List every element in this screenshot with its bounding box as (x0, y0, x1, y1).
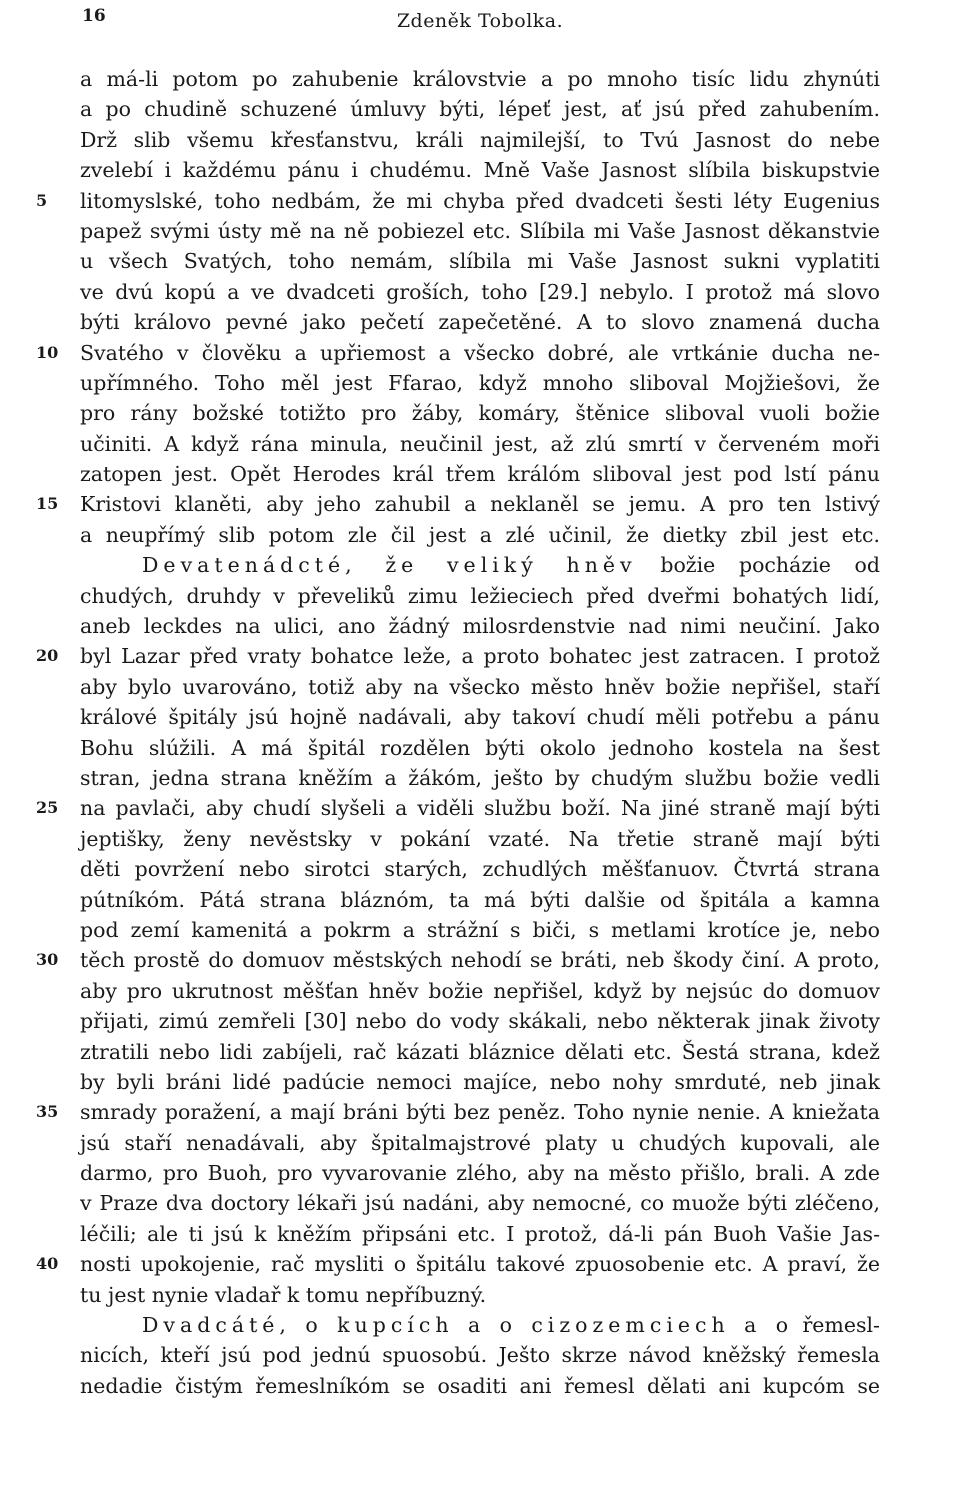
line-text: děti povržení nebo sirotci starých, zchudlých měšťanuov. Čtvrtá strana (80, 857, 880, 882)
text-line (80, 672, 880, 702)
text-line (80, 611, 880, 641)
text-line (80, 1067, 880, 1097)
line-text: Bohu slúžili. A má špitál rozdělen býti okolo jednoho kostela na šest (80, 735, 880, 760)
line-text: v Praze dva doctory lékaři jsú nadáni, aby nemocné, co muože býti zléčeno, (80, 1191, 880, 1216)
line-number: 25 (36, 798, 59, 818)
line-text: by byli bráni lidé padúcie nemoci majíce, nebo nohy smrduté, neb jinak (80, 1069, 880, 1094)
text-line (80, 763, 880, 793)
text-line (80, 550, 880, 580)
line-text: aneb leckdes na ulici, ano žádný milosrdenstvie nad nimi neučiní. Jako (80, 614, 880, 639)
line-text: na pavlači, aby chudí slyšeli a viděli službu boží. Na jiné straně mají býti (80, 796, 880, 821)
running-head: Zdeněk Tobolka. (396, 10, 564, 32)
text-line (80, 1280, 880, 1310)
text-line (80, 64, 880, 94)
line-text: zvelebí i každému pánu i chudému. Mně Vaše Jasnost slíbila biskupstvie (80, 158, 880, 183)
line-text: býti královo pevné jako pečetí zapečetěné. A to slovo znamená ducha (80, 310, 880, 335)
text-line (80, 1158, 880, 1188)
text-line (80, 520, 880, 550)
line-text: pútníkóm. Pátá strana bláznóm, ta má býti dalšie od špitála a kamna (80, 887, 880, 912)
line-text: aby pro ukrutnost měšťan hněv božie nepřišel, když by nejsúc do domuov (80, 978, 880, 1003)
line-number: 10 (36, 342, 59, 362)
text-line (36, 338, 880, 368)
line-text: nicích, kteří jsú pod jednú spuosobú. Ješto skrze návod kněžský řemesla (80, 1343, 880, 1368)
spaced-heading: Devatenádcté, že veliký hněv (142, 553, 637, 578)
text-line (80, 1006, 880, 1036)
text-line (36, 945, 880, 975)
text-line (80, 1371, 880, 1401)
text-line (80, 277, 880, 307)
line-text: upřímného. Toho měl jest Ffarao, když mnoho sliboval Mojžiešovi, že (80, 370, 880, 395)
line-text: jeptišky, ženy nevěstsky v pokání vzaté. Na třetie straně mají býti (80, 826, 880, 851)
line-text: darmo, pro Buoh, pro vyvarovanie zlého, aby na město přišlo, brali. A zde (80, 1161, 880, 1186)
line-number: 35 (36, 1102, 59, 1122)
line-text: léčili; ale ti jsú k kněžím připsáni etc. I protož, dá-li pán Buoh Vašie Jas- (80, 1221, 880, 1246)
line-text: a neupřímý slib potom zle čil jest a zlé učinil, že dietky zbil jest etc. (80, 522, 880, 547)
page-number: 16 (82, 6, 106, 26)
line-text: jsú staří nenadávali, aby špitalmajstrové platy u chudých kupovali, ale (80, 1130, 880, 1155)
line-text: litomyslské, toho nedbám, že mi chyba před dvadceti šesti léty Eugenius (80, 188, 880, 213)
line-text: pod zemí kamenitá a pokrm a strážní s biči, s metlami krotíce je, nebo (80, 917, 880, 942)
line-text: smrady poražení, a mají bráni býti bez peněz. Toho nynie nenie. A kniežata (80, 1100, 880, 1125)
text-line (36, 489, 880, 519)
text-line (80, 733, 880, 763)
text-line (36, 186, 880, 216)
text-line (80, 1340, 880, 1370)
line-number: 5 (36, 190, 48, 210)
line-number: 20 (36, 646, 59, 666)
text-line (80, 307, 880, 337)
line-number: 15 (36, 494, 59, 514)
line-text: papež svými ústy mě na ně pobiezel etc. Slíbila mi Vaše Jasnost děkanstvie (80, 218, 880, 243)
line-text: přijati, zimú zemřeli [30] nebo do vody skákali, nebo některak jinak životy (80, 1009, 880, 1034)
text-line (80, 1188, 880, 1218)
text-line (80, 976, 880, 1006)
text-line (36, 641, 880, 671)
line-text: Kristovi klaněti, aby jeho zahubil a neklaněl se jemu. A pro ten lstivý (80, 492, 880, 517)
text-line (80, 216, 880, 246)
line-text: učiniti. A když rána minula, neučinil jest, až zlú smrtí v červeném moři (80, 431, 880, 456)
spaced-heading: Dvadcáté, o kupcích a o cizozemciech a o (142, 1313, 794, 1338)
text-line (80, 94, 880, 124)
line-text: byl Lazar před vraty bohatce leže, a proto bohatec jest zatracen. I protož (80, 644, 880, 669)
line-text: a po chudině schuzené úmluvy býti, lépeť jest, ať jsú před zahubením. (80, 97, 880, 122)
line-text: řemesl- (793, 1313, 880, 1338)
line-text: nosti upokojenie, rač mysliti o špitálu takové zpuosobenie etc. A praví, že (80, 1252, 880, 1277)
line-text: a má-li potom po zahubenie královstvie a po mnoho tisíc lidu zhynúti (80, 67, 880, 91)
text-line (36, 1249, 880, 1279)
text-line (80, 246, 880, 276)
line-text: nedadie čistým řemeslníkóm se osaditi ani řemesl dělati ani kupcóm se (80, 1373, 880, 1398)
text-line (80, 368, 880, 398)
line-text: Drž slib všemu křesťanstvu, králi najmilejší, to Tvú Jasnost do nebe (80, 127, 880, 152)
text-line (36, 1097, 880, 1127)
text-line (80, 854, 880, 884)
text-line (36, 793, 880, 823)
text-line (80, 915, 880, 945)
text-line (80, 1128, 880, 1158)
text-line (80, 1310, 880, 1340)
text-line (80, 1037, 880, 1067)
body-text (36, 64, 880, 1401)
line-number: 40 (36, 1254, 59, 1274)
text-line (80, 155, 880, 185)
line-text: Svatého v člověku a upřiemost a všecko dobré, ale vrtkánie ducha ne- (80, 340, 880, 365)
line-text: tu jest nynie vladař k tomu nepříbuzný. (80, 1282, 487, 1307)
line-text: stran, jedna strana kněžím a žákóm, ješto by chudým službu božie vedli (80, 765, 880, 790)
text-line (80, 702, 880, 732)
line-text: aby bylo uvarováno, totiž aby na všecko město hněv božie nepřišel, staří (80, 674, 880, 699)
text-line (80, 459, 880, 489)
line-text: zatopen jest. Opět Herodes král třem králóm sliboval jest pod lstí pánu (80, 462, 880, 487)
text-line (80, 885, 880, 915)
line-text: pro rány božské totižto pro žáby, komáry, štěnice sliboval vuoli božie (80, 401, 880, 426)
line-text: chudých, druhdy v převeliků zimu ležieciech před dveřmi bohatých lidí, (80, 583, 880, 608)
line-text: těch prostě do domuov městských nehodí se bráti, neb škody činí. A proto, (80, 948, 880, 973)
line-text: králové špitály jsú hojně nadávali, aby takoví chudí měli potřebu a pánu (80, 705, 880, 730)
text-line (80, 429, 880, 459)
line-text: božie pocházie od (636, 553, 880, 578)
text-line (80, 398, 880, 428)
line-text: ve dvú kopú a ve dvadceti groších, toho [29.] nebylo. I protož má slovo (80, 279, 880, 304)
text-line (80, 824, 880, 854)
text-line (80, 125, 880, 155)
text-line (80, 581, 880, 611)
line-number: 30 (36, 950, 59, 970)
line-text: ztratili nebo lidi zabíjeli, rač kázati bláznice dělati etc. Šestá strana, kdež (80, 1039, 880, 1064)
text-line (80, 1219, 880, 1249)
line-text: u všech Svatých, toho nemám, slíbila mi Vaše Jasnost sukni vyplatiti (80, 249, 880, 274)
